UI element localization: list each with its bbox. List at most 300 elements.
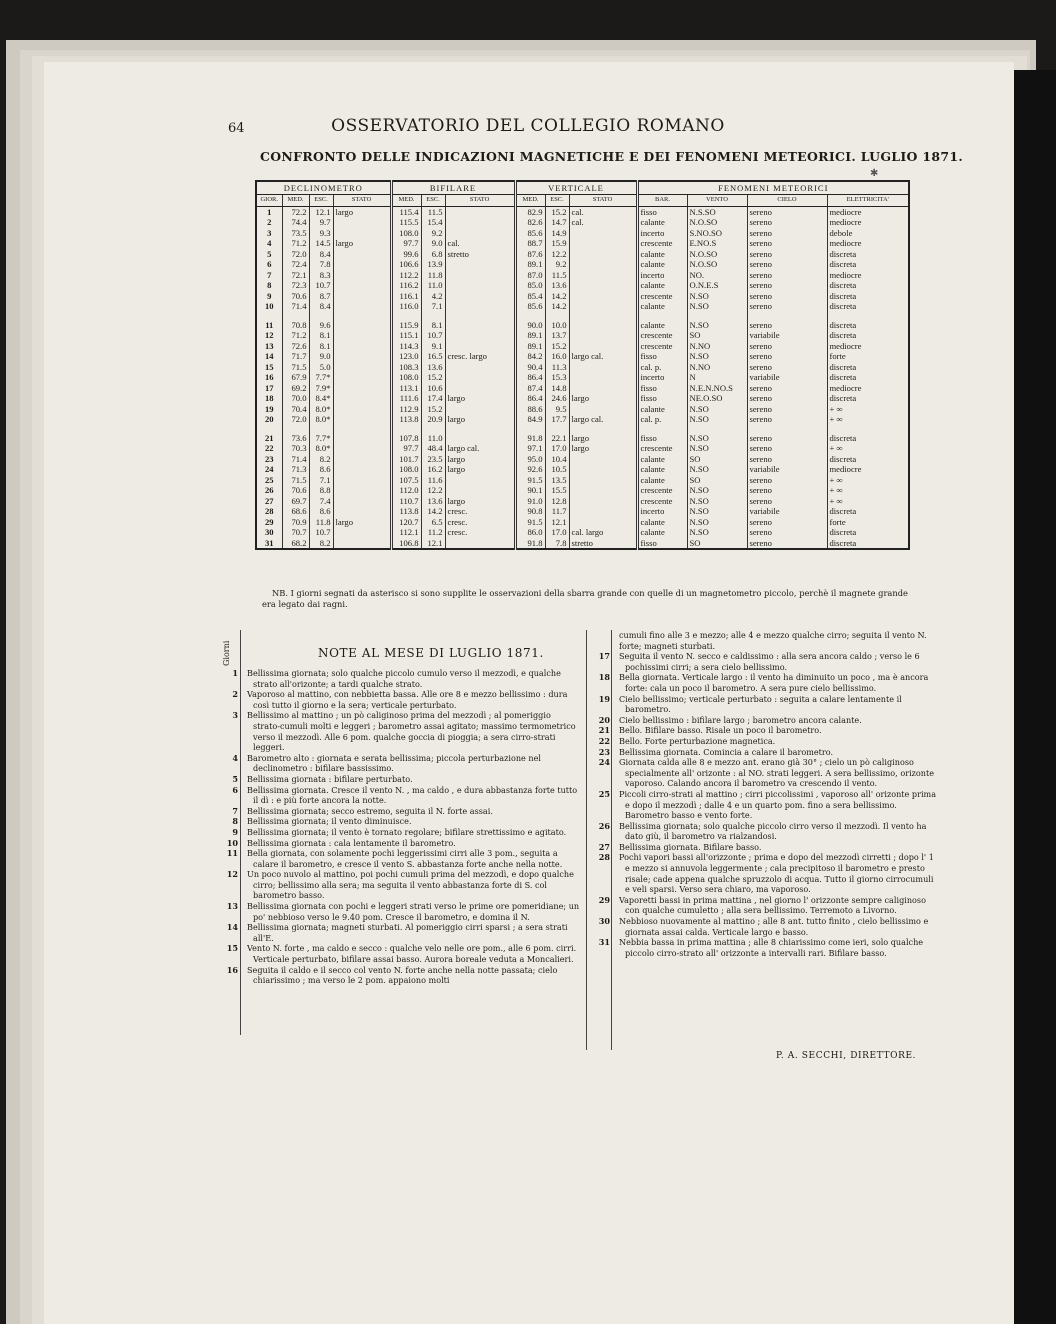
note-entry	[218, 689, 580, 710]
note-day: 12	[226, 869, 238, 880]
table-cell: largo	[445, 454, 515, 465]
table-cell: sereno	[747, 475, 827, 486]
table-cell	[333, 301, 391, 312]
note-text: Bellissima giornata. Cresce il vento N. , ma caldo , e dura abbastanza forte tutto il dì : e più forte ancora la notte.	[247, 784, 578, 806]
table-row	[256, 404, 909, 415]
table-row	[256, 506, 909, 517]
table-cell: crescente	[637, 341, 687, 352]
table-cell: 11.3	[545, 362, 569, 373]
table-cell: 12.1	[421, 538, 445, 550]
table-cell: sereno	[747, 270, 827, 281]
table-cell: 22.1	[545, 433, 569, 444]
table-cell: 19	[264, 403, 274, 414]
table-cell: 97.7	[391, 238, 421, 249]
column-header: MED.	[282, 195, 309, 207]
table-cell: 17.0	[545, 527, 569, 538]
note-entry	[590, 736, 938, 747]
table-row	[256, 433, 909, 444]
note-entry	[590, 852, 938, 894]
table-cell: 15.9	[545, 238, 569, 249]
table-cell: 8.6	[309, 506, 333, 517]
note-day: 5	[232, 773, 238, 784]
table-cell: 70.9	[282, 517, 309, 528]
table-cell: 97.7	[391, 443, 421, 454]
table-cell: 15.3	[545, 372, 569, 383]
table-cell: 15.5	[545, 485, 569, 496]
table-row	[256, 238, 909, 249]
table-cell: fisso	[637, 433, 687, 444]
table-cell: variabile	[747, 372, 827, 383]
note-text: Bellissimo al mattino ; un pò caliginoso prima del mezzodì ; al pomeriggio strato-cumuli molti e leggeri ; barometro assai agitato; massimo termometrico verso il mezzodì. Alle 6 pom. qualche goccia di pioggia; a sera cirro-strati leggeri.	[247, 710, 576, 753]
table-cell: sereno	[747, 217, 827, 228]
note-day: 19	[598, 693, 610, 704]
note-text: Cielo bellissimo : bifilare largo ; barometro ancora calante.	[619, 714, 862, 725]
table-cell: 14.7	[545, 217, 569, 228]
table-cell: discreta	[827, 280, 909, 291]
table-cell: 14	[264, 351, 274, 361]
table-cell	[569, 517, 637, 528]
table-cell: sereno	[747, 351, 827, 362]
table-cell	[569, 454, 637, 465]
table-row	[256, 249, 909, 260]
table-cell: N.S.SO	[687, 206, 747, 217]
table-cell: 8.1	[309, 330, 333, 341]
table-cell: 85.0	[515, 280, 545, 291]
note-text: Vento N. forte , ma caldo e secco : qualche velo nelle ore pom., alle 6 pom. cirri. Verticale perturbato, bifilare assai basso. Aurora boreale veduta a Moncalieri.	[247, 943, 577, 965]
table-cell: 23.5	[421, 454, 445, 465]
column-header: STATO	[569, 195, 637, 207]
table-cell	[569, 341, 637, 352]
table-cell	[445, 217, 515, 228]
note-day: 20	[598, 714, 610, 725]
note-text: Bella giornata, con solamente pochi leggerissimi cirri alle 3 pom., seguita a calare il barometro, e cresce il vento S. abbastanza forte anche nella notte.	[247, 848, 563, 869]
table-cell: 31	[264, 537, 274, 548]
table-cell: 68.6	[282, 506, 309, 517]
table-cell	[445, 404, 515, 415]
table-cell: calante	[637, 527, 687, 538]
table-cell: 20.9	[421, 414, 445, 425]
note-text: Giornata calda alle 8 e mezzo ant. erano già 30° ; cielo un pò caliginoso specialmente all' orizonte : al NO. strati leggeri. A sera bellissimo, orizonte vaporoso. Calando ancora il barometro va crescendo il vento.	[619, 757, 935, 789]
table-cell: largo	[569, 433, 637, 444]
table-cell: 5	[267, 248, 272, 259]
table-cell: sereno	[747, 414, 827, 425]
table-cell: sereno	[747, 443, 827, 454]
note-text: Bello. Forte perturbazione magnetica.	[619, 735, 776, 746]
table-cell: sereno	[747, 320, 827, 331]
table-cell: fisso	[637, 383, 687, 394]
notes-title: NOTE AL MESE DI LUGLIO 1871.	[318, 646, 544, 660]
table-cell	[333, 383, 391, 394]
table-cell: 11.8	[309, 517, 333, 528]
table-cell	[445, 341, 515, 352]
note-entry	[218, 943, 580, 964]
table-cell: 9.3	[309, 228, 333, 239]
table-cell: 115.4	[391, 206, 421, 217]
group-bifilare: BIFILARE	[391, 181, 515, 195]
table-cell: 14.2	[545, 291, 569, 302]
table-cell: N.SO	[687, 301, 747, 312]
table-cell: 8.2	[309, 454, 333, 465]
page-subtitle: CONFRONTO DELLE INDICAZIONI MAGNETICHE E DEI FENOMENI METEORICI. LUGLIO 1871.	[260, 149, 964, 164]
table-cell: 2	[267, 217, 272, 227]
table-cell: 15	[264, 361, 274, 372]
table-cell: largo cal.	[569, 351, 637, 362]
table-cell: 71.2	[282, 330, 309, 341]
table-cell: discreta	[827, 454, 909, 465]
table-cell: 84.2	[515, 351, 545, 362]
table-cell	[445, 280, 515, 291]
table-cell: fisso	[637, 393, 687, 404]
table-cell: largo cal.	[445, 443, 515, 454]
table-cell: sereno	[747, 496, 827, 507]
table-cell: 90.1	[515, 485, 545, 496]
table-cell: 70.3	[282, 443, 309, 454]
table-cell: SO	[687, 330, 747, 341]
table-cell	[569, 330, 637, 341]
table-cell: 8.0*	[309, 414, 333, 425]
table-cell: cresc.	[445, 517, 515, 528]
table-cell	[333, 433, 391, 444]
table-cell	[333, 454, 391, 465]
table-cell: discreta	[827, 372, 909, 383]
note-entry	[590, 916, 938, 937]
table-cell: + ∞	[827, 414, 909, 425]
table-cell: crescente	[637, 485, 687, 496]
table-cell	[445, 485, 515, 496]
table-cell: 74.4	[282, 217, 309, 228]
table-cell: 89.1	[515, 259, 545, 270]
table-cell: 72.1	[282, 270, 309, 281]
table-cell: forte	[827, 351, 909, 362]
table-cell: 12.8	[545, 496, 569, 507]
note-text: Piccoli cirro-strati al mattino ; cirri piccolissimi , vaporoso all' orizonte prima e dopo il mezzodì ; dalle 4 e un quarto pom. fino a sera bellissimo. Barometro basso e vento forte.	[619, 788, 937, 821]
table-cell: 101.7	[391, 454, 421, 465]
table-cell	[569, 320, 637, 331]
table-row	[256, 341, 909, 352]
table-row	[256, 259, 909, 270]
note-entry	[218, 922, 580, 943]
table-cell: calante	[637, 259, 687, 270]
table-cell: 18	[264, 393, 274, 403]
note-entry	[590, 747, 938, 758]
table-cell: 7.1	[421, 301, 445, 312]
table-cell: incerto	[637, 506, 687, 517]
table-cell	[333, 538, 391, 550]
table-cell: 115.1	[391, 330, 421, 341]
table-cell: 68.2	[282, 538, 309, 550]
table-cell: calante	[637, 404, 687, 415]
table-cell: 67.9	[282, 372, 309, 383]
table-cell: discreta	[827, 259, 909, 270]
table-cell: mediocre	[827, 464, 909, 475]
table-cell: largo	[333, 517, 391, 528]
table-cell: largo	[445, 393, 515, 404]
table-cell: 14.8	[545, 383, 569, 394]
table-cell: 7.8	[309, 259, 333, 270]
table-cell: 86.4	[515, 372, 545, 383]
signature: P. A. SECCHI, DIRETTORE.	[776, 1051, 917, 1061]
table-cell: 10.4	[545, 454, 569, 465]
note-text: Bellissima giornata. Comincia a calare il barometro.	[619, 746, 834, 757]
table-cell: 6	[267, 259, 272, 269]
table-cell: 113.8	[391, 414, 421, 425]
table-cell: 71.4	[282, 454, 309, 465]
table-cell: 15.2	[545, 206, 569, 217]
footnote-nb: NB. I giorni segnati da asterisco si sono supplite le osservazioni della sbarra grande con quelle di un magnetometro piccolo, perchè il magnete grande era legato dai ragni.	[262, 588, 908, 609]
table-cell: S.NO.SO	[687, 228, 747, 239]
table-cell	[569, 372, 637, 383]
table-cell: discreta	[827, 249, 909, 260]
table-cell: 72.6	[282, 341, 309, 352]
table-row	[256, 443, 909, 454]
table-cell: 12.1	[309, 206, 333, 217]
table-cell	[333, 259, 391, 270]
table-cell: cal.	[569, 206, 637, 217]
table-cell	[445, 301, 515, 312]
table-row	[256, 372, 909, 383]
table-cell: 23	[264, 453, 274, 464]
table-cell: calante	[637, 475, 687, 486]
table-cell: 10.7	[309, 280, 333, 291]
table-cell: largo	[445, 414, 515, 425]
table-row	[256, 320, 909, 331]
table-row	[256, 270, 909, 281]
column-header: ESC.	[421, 195, 445, 207]
table-row	[256, 217, 909, 228]
table-cell: 72.2	[282, 206, 309, 217]
table-cell: 16.5	[421, 351, 445, 362]
table-cell: 69.2	[282, 383, 309, 394]
table-cell: incerto	[637, 372, 687, 383]
table-cell: 13.9	[421, 259, 445, 270]
table-cell: 116.0	[391, 301, 421, 312]
table-cell: 21	[264, 432, 274, 443]
table-cell: 8.3	[309, 270, 333, 281]
note-day: 2	[232, 689, 238, 700]
table-cell: calante	[637, 464, 687, 475]
table-cell: 28	[264, 506, 274, 516]
table-row	[256, 464, 909, 475]
table-cell	[333, 404, 391, 415]
note-text: Vaporetti bassi in prima mattina , nel giorno l' orizzonte sempre caliginoso con qualche cumuletto ; alla sera bellissimo. Terremoto a Livorno.	[619, 894, 926, 916]
table-cell: cresc.	[445, 506, 515, 517]
table-cell	[333, 506, 391, 517]
table-cell: debole	[827, 228, 909, 239]
note-day: 25	[598, 788, 610, 799]
note-entry	[218, 848, 580, 869]
table-cell: 10.6	[421, 383, 445, 394]
table-cell: 9.2	[545, 259, 569, 270]
table-cell: 9.1	[421, 341, 445, 352]
group-verticale: VERTICALE	[515, 181, 637, 195]
note-entry	[218, 869, 580, 901]
table-cell	[333, 443, 391, 454]
table-cell: largo	[445, 464, 515, 475]
table-cell	[569, 259, 637, 270]
table-cell: calante	[637, 217, 687, 228]
table-cell: 88.7	[515, 238, 545, 249]
table-cell: 15.2	[421, 404, 445, 415]
note-entry	[590, 821, 938, 842]
table-cell: 24.6	[545, 393, 569, 404]
table-cell: 87.0	[515, 270, 545, 281]
table-cell: 86.4	[515, 393, 545, 404]
table-row	[256, 475, 909, 486]
table-cell	[569, 362, 637, 373]
table-cell: sereno	[747, 404, 827, 415]
table-cell: 71.2	[282, 238, 309, 249]
table-cell: 7.1	[309, 475, 333, 486]
table-cell: 92.6	[515, 464, 545, 475]
table-cell	[333, 291, 391, 302]
table-cell: 17.0	[545, 443, 569, 454]
column-header: ESC.	[309, 195, 333, 207]
table-cell: 25	[264, 474, 274, 485]
note-text: Bellissima giornata; solo qualche piccolo cirro verso il mezzodì. Il vento ha dato giù, il barometro va rialzandosi.	[619, 820, 927, 842]
table-cell: 8.4	[309, 301, 333, 312]
notes-right-column	[590, 630, 938, 958]
table-cell: NO.	[687, 270, 747, 281]
table-cell: 87.4	[515, 383, 545, 394]
table-cell: 108.3	[391, 362, 421, 373]
table-cell: 112.1	[391, 527, 421, 538]
table-cell: mediocre	[827, 383, 909, 394]
table-cell	[333, 485, 391, 496]
table-cell: calante	[637, 320, 687, 331]
table-cell: 8.0*	[309, 443, 333, 454]
table-cell: sereno	[747, 393, 827, 404]
table-cell: mediocre	[827, 206, 909, 217]
table-cell	[445, 362, 515, 373]
group-fenomeni: FENOMENI METEORICI	[637, 181, 909, 195]
table-cell: 6.8	[421, 249, 445, 260]
note-day: 4	[232, 752, 238, 763]
table-cell: 116.2	[391, 280, 421, 291]
table-cell: N.SO	[687, 496, 747, 507]
table-cell: 13.7	[545, 330, 569, 341]
table-cell: 10.5	[545, 464, 569, 475]
table-row	[256, 393, 909, 404]
note-day: 14	[226, 922, 238, 933]
table-cell	[569, 291, 637, 302]
note-entry	[590, 937, 938, 958]
table-cell	[445, 270, 515, 281]
note-text: Bello. Bifilare basso. Risale un poco il barometro.	[619, 725, 822, 736]
table-cell: 26	[264, 485, 274, 495]
table-cell: 120.7	[391, 517, 421, 528]
note-day: 10	[226, 837, 238, 848]
table-row	[256, 330, 909, 341]
note-day: 18	[598, 672, 610, 683]
table-cell: stretto	[569, 538, 637, 550]
table-cell	[569, 301, 637, 312]
table-cell: 70.4	[282, 404, 309, 415]
table-cell: sereno	[747, 301, 827, 312]
table-cell	[569, 404, 637, 415]
note-day: 23	[598, 746, 610, 757]
table-cell: sereno	[747, 238, 827, 249]
note-text: Cielo bellissimo; verticale perturbato : seguita a calare lentamente il barometro.	[619, 693, 902, 715]
table-cell: 9	[267, 290, 272, 301]
table-cell: 110.7	[391, 496, 421, 507]
note-entry	[590, 651, 938, 672]
table-cell: 88.6	[515, 404, 545, 415]
table-cell: fisso	[637, 538, 687, 550]
table-cell: 7.4	[309, 496, 333, 507]
table-cell: fisso	[637, 351, 687, 362]
note-entry	[218, 710, 580, 752]
table-cell: 12.1	[545, 517, 569, 528]
table-cell: 115.5	[391, 217, 421, 228]
table-cell: sereno	[747, 517, 827, 528]
table-cell: 11.8	[421, 270, 445, 281]
table-cell: 10.0	[545, 320, 569, 331]
table-cell: 106.6	[391, 259, 421, 270]
table-cell	[333, 527, 391, 538]
note-day: 8	[232, 816, 238, 827]
table-cell	[333, 372, 391, 383]
table-cell: 111.6	[391, 393, 421, 404]
table-cell: 112.2	[391, 270, 421, 281]
table-cell: 71.5	[282, 362, 309, 373]
table-cell	[333, 320, 391, 331]
table-cell: 9.0	[309, 351, 333, 362]
table-cell: 11.2	[421, 527, 445, 538]
note-day: 1	[232, 668, 238, 678]
table-cell: sereno	[747, 291, 827, 302]
table-cell: cal. p.	[637, 362, 687, 373]
note-day: 17	[598, 651, 610, 662]
table-cell: 108.0	[391, 372, 421, 383]
column-header: BAR.	[637, 195, 687, 207]
table-cell: discreta	[827, 320, 909, 331]
table-cell: 115.9	[391, 320, 421, 331]
table-cell: largo	[333, 206, 391, 217]
table-cell: N.NO	[687, 362, 747, 373]
table-cell: stretto	[445, 249, 515, 260]
table-cell: 71.5	[282, 475, 309, 486]
note-day: 3	[232, 710, 238, 721]
table-cell: 11.0	[421, 280, 445, 291]
table-row	[256, 280, 909, 291]
table-cell: 97.1	[515, 443, 545, 454]
table-cell: 17	[264, 382, 274, 393]
table-cell: 15.2	[421, 372, 445, 383]
table-cell: N.E.N.NO.S	[687, 383, 747, 394]
giorni-label: Giorni	[222, 640, 231, 666]
table-cell: 30	[264, 527, 274, 537]
note-text: Seguita il vento N. secco e caldissimo : alla sera ancora caldo ; verso le 6 pochissimi cirri; a sera cielo bellissimo.	[619, 651, 920, 672]
note-day: 13	[226, 901, 238, 912]
note-text: Bellissima giornata : bifilare perturbato.	[247, 773, 413, 784]
table-cell: N.O.SO	[687, 259, 747, 270]
table-cell: 72.0	[282, 414, 309, 425]
table-cell	[333, 341, 391, 352]
table-cell: calante	[637, 301, 687, 312]
table-cell: 11	[265, 319, 274, 330]
table-cell: sereno	[747, 383, 827, 394]
table-cell: 1	[267, 206, 272, 217]
table-cell: 108.0	[391, 464, 421, 475]
table-cell: + ∞	[827, 443, 909, 454]
table-cell: + ∞	[827, 404, 909, 415]
table-cell: 7	[267, 269, 272, 280]
table-cell	[333, 362, 391, 373]
table-cell	[445, 291, 515, 302]
note-day: 30	[598, 916, 610, 927]
table-cell: N.SO	[687, 291, 747, 302]
table-cell: 91.0	[515, 496, 545, 507]
